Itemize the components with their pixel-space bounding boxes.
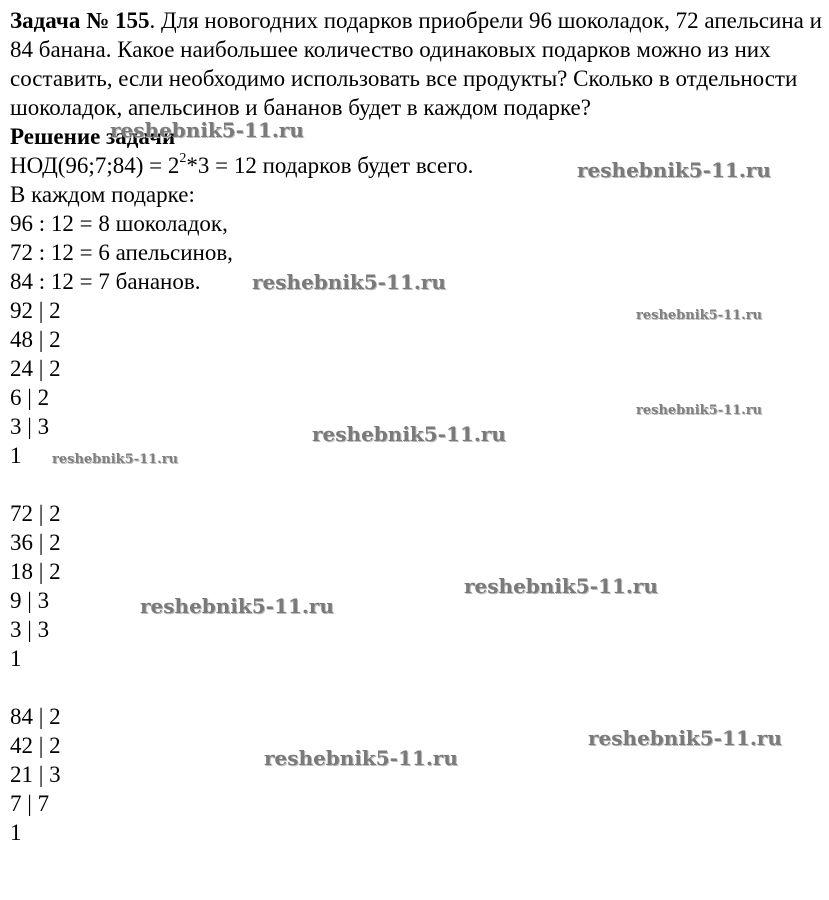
factor-row: 18 | 2 bbox=[10, 559, 61, 584]
spacer bbox=[10, 673, 825, 702]
factor-row: 6 | 2 bbox=[10, 385, 50, 410]
factor-row: 92 | 2 bbox=[10, 298, 61, 323]
watermark: reshebnik5-11.ru bbox=[252, 270, 446, 294]
factor-row: 84 | 2 bbox=[10, 704, 61, 729]
watermark: reshebnik5-11.ru bbox=[264, 746, 458, 770]
factor-row: 21 | 3 bbox=[10, 762, 61, 787]
gcd-prefix: НОД(96;7;84) = 2 bbox=[10, 153, 180, 178]
factor-row: 42 | 2 bbox=[10, 733, 61, 758]
bananas-line: 84 : 12 = 7 бананов. bbox=[10, 269, 201, 294]
watermark: reshebnik5-11.ru bbox=[636, 308, 763, 323]
watermark: reshebnik5-11.ru bbox=[588, 726, 782, 750]
problem-statement bbox=[10, 6, 825, 122]
factor-row: 1 bbox=[10, 443, 22, 468]
factor-row: 9 | 3 bbox=[10, 588, 50, 613]
solution-heading: Решение задачи bbox=[10, 124, 176, 149]
factor-row: 7 | 7 bbox=[10, 791, 50, 816]
gcd-exponent: 2 bbox=[179, 151, 187, 167]
watermark: reshebnik5-11.ru bbox=[636, 403, 763, 418]
problem-text: . Для новогодних подарков приобрели 96 шоколадок, 72 апельсина и 84 банана. Какое наибольшее количество одинаковых подарков можно из них составить, если необходимо использовать все продукты? Сколько в отдельности шоколадок, апельсинов и бананов будет в каждом подарке? bbox=[10, 8, 822, 120]
spacer bbox=[10, 470, 825, 499]
factor-row: 48 | 2 bbox=[10, 327, 61, 352]
factor-row: 3 | 3 bbox=[10, 414, 50, 439]
watermark: reshebnik5-11.ru bbox=[110, 118, 304, 142]
factor-row: 72 | 2 bbox=[10, 501, 61, 526]
factor-row: 3 | 3 bbox=[10, 617, 50, 642]
factor-row: 1 bbox=[10, 646, 22, 671]
factor-row: 36 | 2 bbox=[10, 530, 61, 555]
watermark: reshebnik5-11.ru bbox=[52, 452, 179, 467]
factor-row: 1 bbox=[10, 820, 22, 845]
factorization-72 bbox=[10, 499, 825, 673]
factorization-84 bbox=[10, 702, 825, 847]
problem-label: Задача № 155 bbox=[10, 8, 150, 33]
chocolates-line: 96 : 12 = 8 шоколадок, bbox=[10, 211, 228, 236]
watermark: reshebnik5-11.ru bbox=[464, 574, 658, 598]
watermark: reshebnik5-11.ru bbox=[312, 422, 506, 446]
watermark: reshebnik5-11.ru bbox=[577, 158, 771, 182]
gcd-suffix: *3 = 12 подарков будет всего. bbox=[186, 153, 474, 178]
each-gift-line: В каждом подарке: bbox=[10, 182, 195, 207]
watermark: reshebnik5-11.ru bbox=[140, 594, 334, 618]
oranges-line: 72 : 12 = 6 апельсинов, bbox=[10, 240, 233, 265]
factor-row: 24 | 2 bbox=[10, 356, 61, 381]
